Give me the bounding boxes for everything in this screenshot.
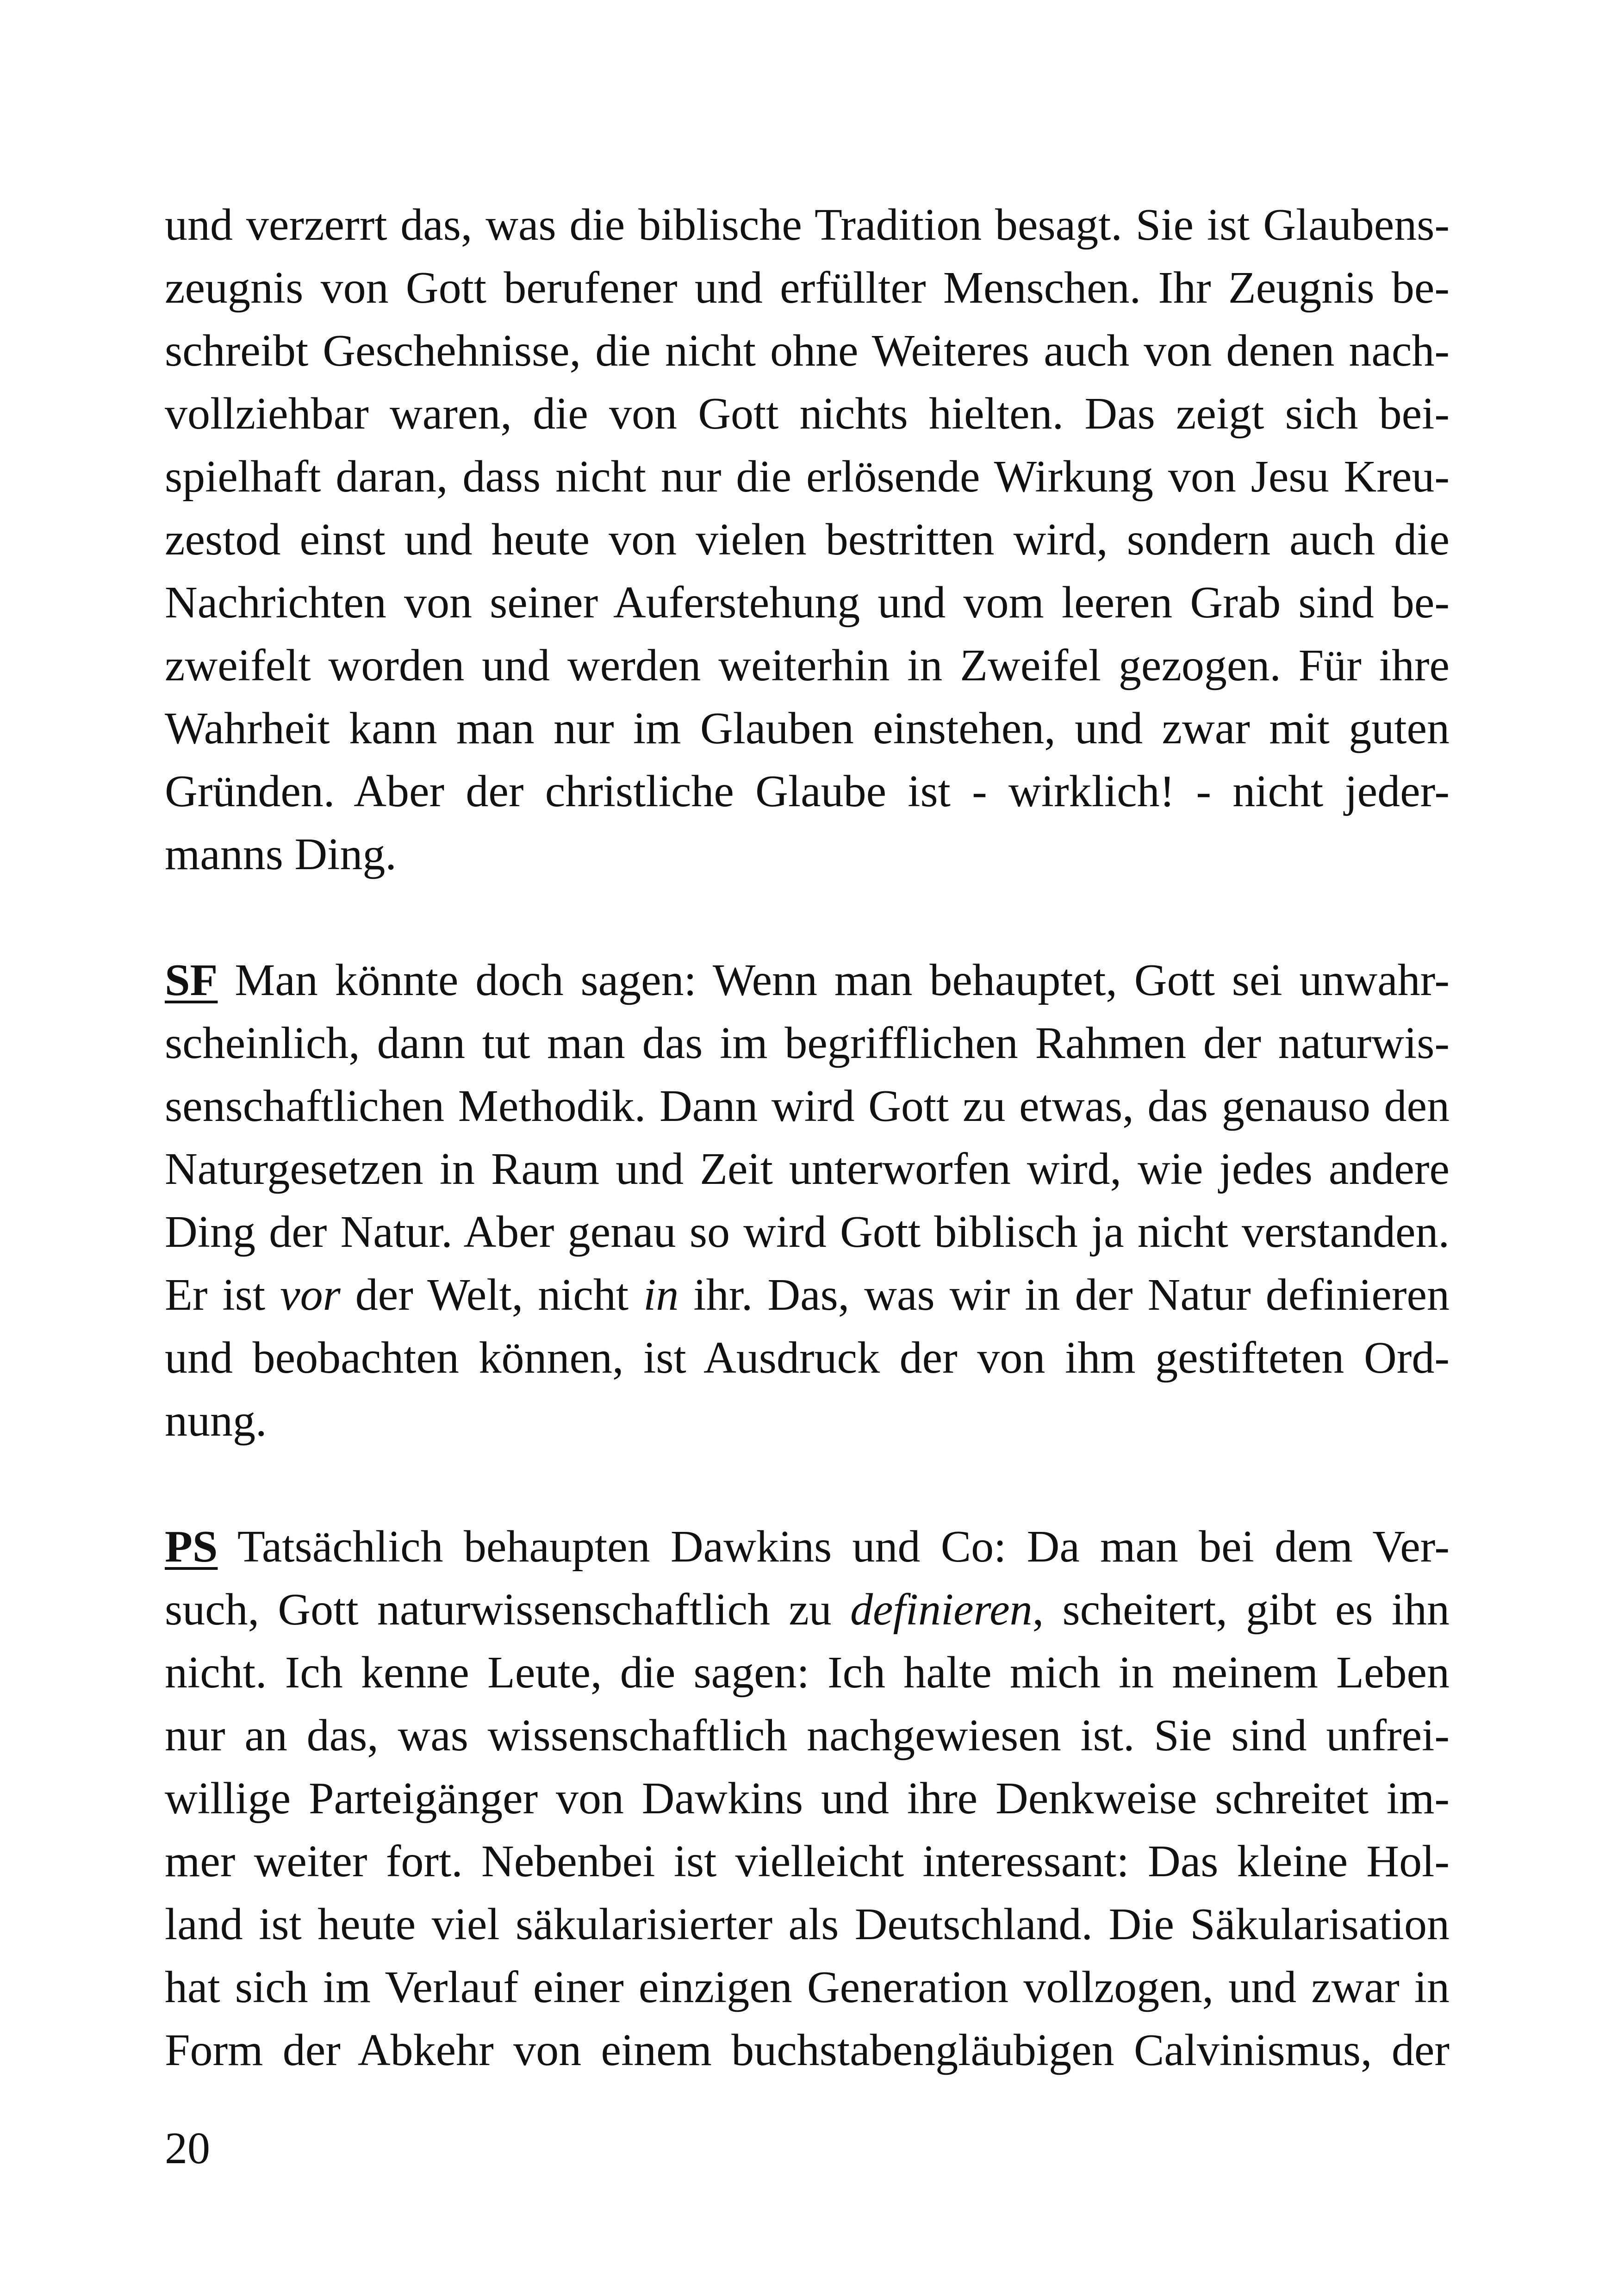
text-line xyxy=(165,1515,1450,1578)
text-line: zweifelt worden und werden weiterhin in Zweifel gezogen. Für ihre xyxy=(165,641,1450,691)
text-line: senschaftlichen Methodik. Dann wird Gott zu etwas, das genauso den xyxy=(165,1081,1450,1131)
text-line: Ding der Natur. Aber genau so wird Gott biblisch ja nicht verstanden. xyxy=(165,1207,1450,1257)
text-line: hat sich im Verlauf einer einzigen Generation vollzogen, und zwar in xyxy=(165,1962,1450,2012)
text-line: und beobachten können, ist Ausdruck der von ihm gestifteten Ord- xyxy=(165,1333,1450,1383)
speaker-tag: PS xyxy=(165,1522,218,1572)
text-run: Man könnte doch sagen: Wenn man behauptet, Gott sei unwahr- xyxy=(218,955,1450,1005)
text-line xyxy=(165,1578,1450,1641)
text-line: mer weiter fort. Nebenbei ist vielleicht interessant: Das kleine Hol- xyxy=(165,1836,1450,1886)
text-line: schreibt Geschehnisse, die nicht ohne Weiteres auch von denen nach- xyxy=(165,326,1450,376)
text-line: land ist heute viel säkularisierter als Deutschland. Die Säkularisation xyxy=(165,1899,1450,1949)
text-run: Er ist xyxy=(165,1270,280,1320)
text-line xyxy=(165,1263,1450,1326)
text-line: Form der Abkehr von einem buchstabengläubigen Calvinismus, der xyxy=(165,2025,1450,2075)
text-run: Tatsächlich behaupten Dawkins und Co: Da man bei dem Ver- xyxy=(218,1522,1450,1572)
text-line: manns Ding. xyxy=(165,829,397,879)
page-number: 20 xyxy=(165,2123,210,2173)
text-line: und verzerrt das, was die biblische Tradition besagt. Sie ist Glaubens- xyxy=(165,200,1450,250)
text-line: nur an das, was wissenschaftlich nachgewiesen ist. Sie sind unfrei- xyxy=(165,1711,1450,1761)
paragraph xyxy=(165,949,1450,1452)
text-line: zestod einst und heute von vielen bestritten wird, sondern auch die xyxy=(165,515,1450,565)
text-line: nung. xyxy=(165,1396,267,1446)
text-line: Naturgesetzen in Raum und Zeit unterworfen wird, wie jedes andere xyxy=(165,1144,1450,1194)
page-body xyxy=(165,193,1450,2082)
text-line: zeugnis von Gott berufener und erfüllter Menschen. Ihr Zeugnis be- xyxy=(165,263,1450,313)
emphasis-text: definieren xyxy=(850,1585,1033,1635)
speaker-tag: SF xyxy=(165,955,218,1005)
text-run: ihr. Das, was wir in der Natur definieren xyxy=(678,1270,1450,1320)
paragraph-gap xyxy=(165,886,1450,949)
text-line: scheinlich, dann tut man das im begrifflichen Rahmen der naturwis- xyxy=(165,1018,1450,1068)
text-line: spielhaft daran, dass nicht nur die erlösende Wirkung von Jesu Kreu- xyxy=(165,452,1450,502)
paragraph xyxy=(165,1515,1450,2082)
text-run: such, Gott naturwissenschaftlich zu xyxy=(165,1585,850,1635)
emphasis-text: vor xyxy=(280,1270,341,1320)
text-run: der Welt, nicht xyxy=(340,1270,644,1320)
text-line xyxy=(165,949,1450,1012)
text-run: , scheitert, gibt es ihn xyxy=(1032,1585,1450,1635)
emphasis-text: in xyxy=(643,1270,679,1320)
text-line: nicht. Ich kenne Leute, die sagen: Ich halte mich in meinem Leben xyxy=(165,1648,1450,1698)
text-line: willige Parteigänger von Dawkins und ihre Denkweise schreitet im- xyxy=(165,1773,1450,1823)
text-line: Gründen. Aber der christliche Glaube ist - wirklich! - nicht jeder- xyxy=(165,766,1450,816)
text-line: Wahrheit kann man nur im Glauben einstehen, und zwar mit guten xyxy=(165,703,1450,753)
text-line: vollziehbar waren, die von Gott nichts hielten. Das zeigt sich bei- xyxy=(165,389,1450,439)
paragraph xyxy=(165,193,1450,886)
paragraph-gap xyxy=(165,1452,1450,1515)
text-line: Nachrichten von seiner Auferstehung und vom leeren Grab sind be- xyxy=(165,578,1450,628)
